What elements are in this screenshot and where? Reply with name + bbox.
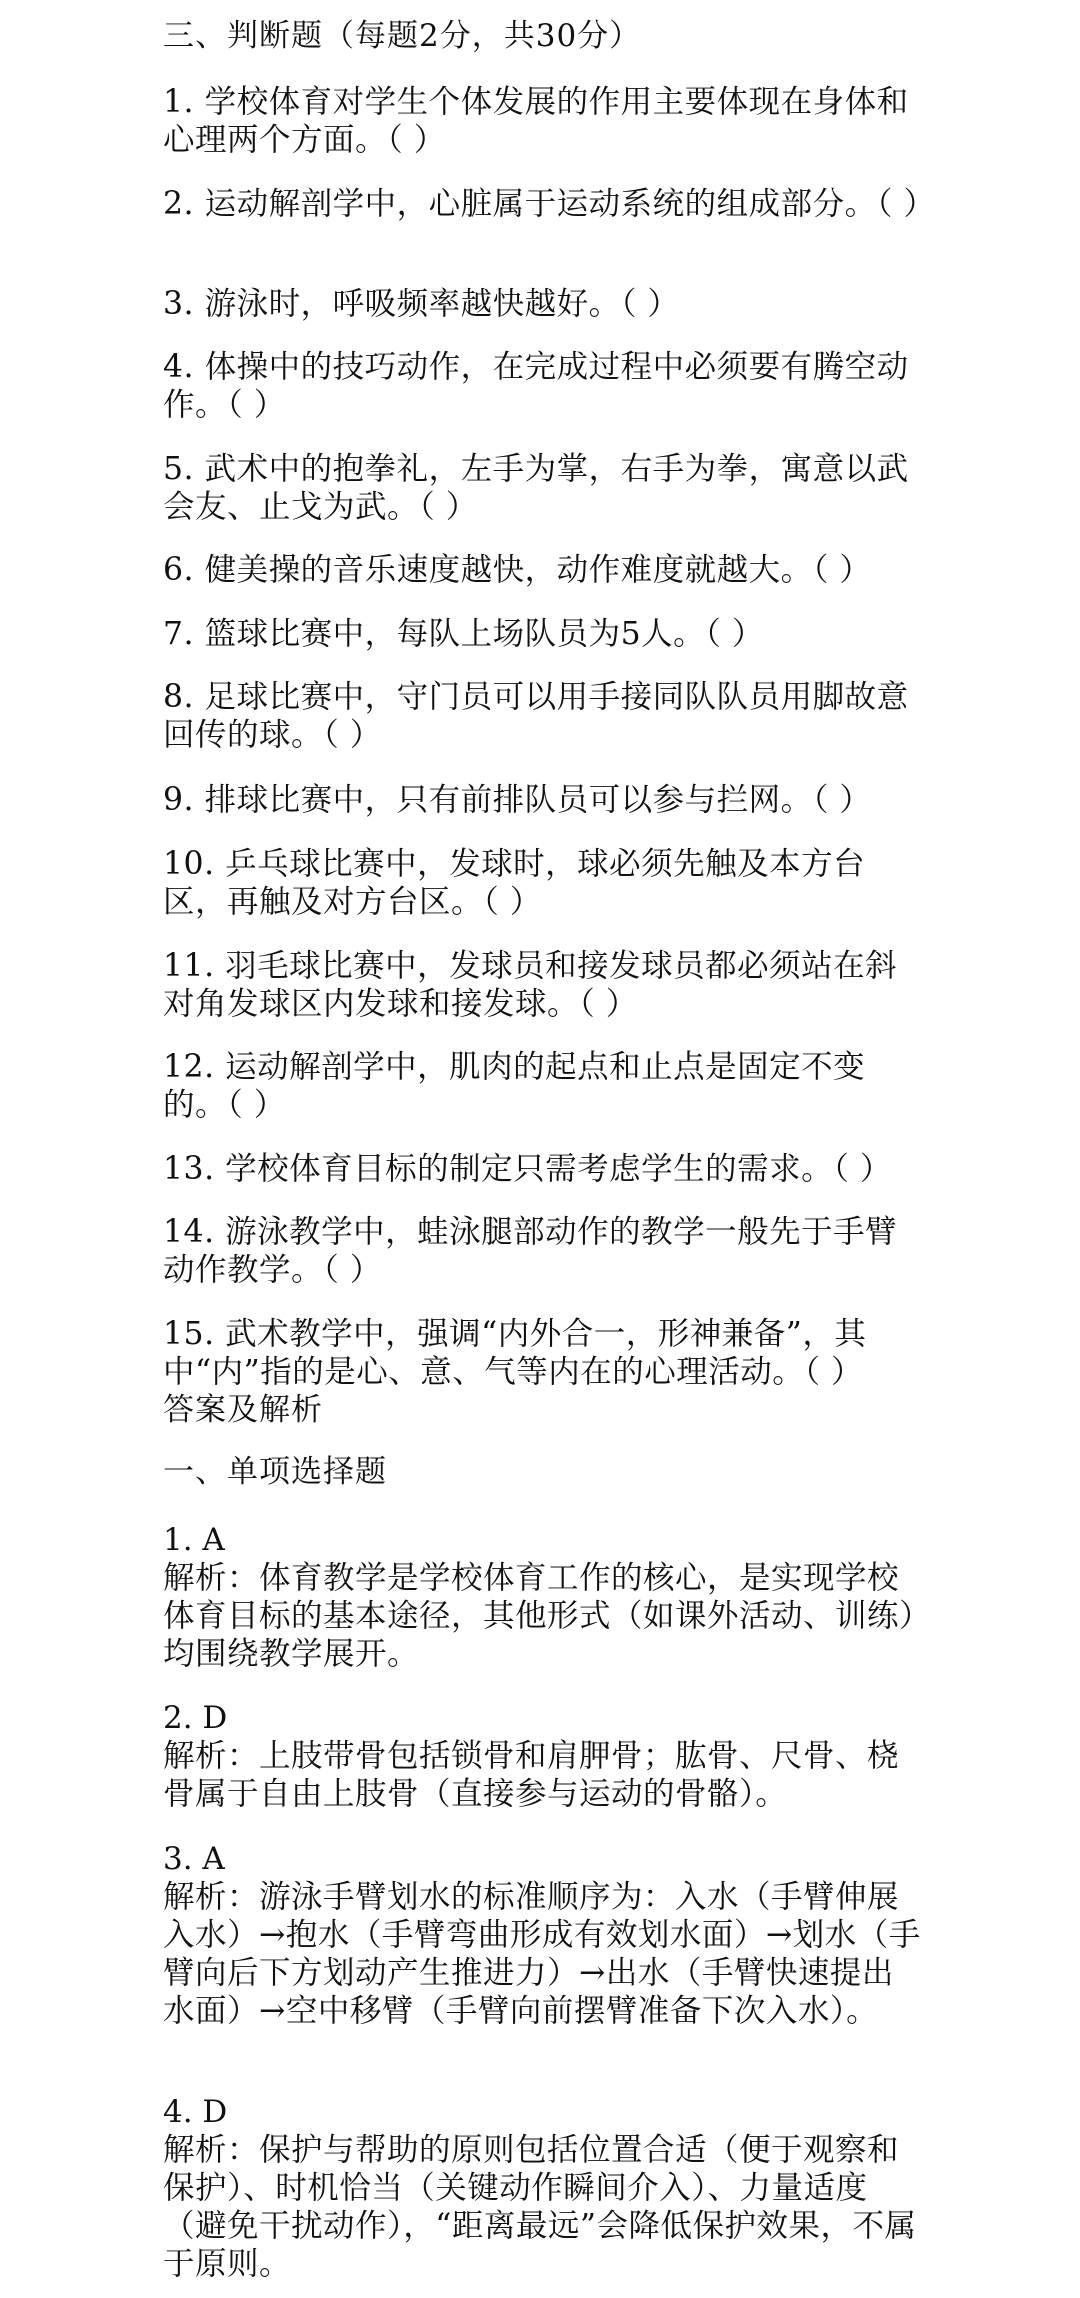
answer-4-number: 4. D [163, 2094, 228, 2130]
answer-2-number: 2. D [163, 1700, 228, 1736]
answer-4-explanation: 解析：保护与帮助的原则包括位置合适（便于观察和保护）、时机恰当（关键动作瞬间介入）、力量适度（避免干扰动作），“距离最远”会降低保护效果，不属于原则。 [163, 2132, 917, 2282]
judge-question-6: 6. 健美操的音乐速度越快，动作难度就越大。（ ） [163, 552, 872, 588]
judge-question-10: 10. 乒乓球比赛中，发球时，球必须先触及本方台区，再触及对方台区。（ ） [163, 846, 866, 920]
judge-question-15: 15. 武术教学中，强调“内外合一，形神兼备”，其中“内”指的是心、意、气等内在的心理活动。（ ） [163, 1316, 867, 1390]
judge-question-11: 11. 羽毛球比赛中，发球员和接发球员都必须站在斜对角发球区内发球和接发球。（ ） [163, 948, 898, 1022]
judge-question-9: 9. 排球比赛中，只有前排队员可以参与拦网。（ ） [163, 782, 872, 818]
answer-2-explanation: 解析：上肢带骨包括锁骨和肩胛骨；肱骨、尺骨、桡骨属于自由上肢骨（直接参与运动的骨骼）。 [163, 1738, 900, 1812]
answer-1-number: 1. A [163, 1522, 225, 1558]
judge-question-4: 4. 体操中的技巧动作，在完成过程中必须要有腾空动作。（ ） [163, 349, 909, 423]
judge-question-12: 12. 运动解剖学中，肌肉的起点和止点是固定不变的。（ ） [163, 1049, 866, 1123]
judge-question-14: 14. 游泳教学中，蛙泳腿部动作的教学一般先于手臂动作教学。（ ） [163, 1214, 898, 1288]
judge-question-2: 2. 运动解剖学中，心脏属于运动系统的组成部分。（ ） [163, 186, 936, 222]
judge-question-13: 13. 学校体育目标的制定只需考虑学生的需求。（ ） [163, 1151, 892, 1187]
answer-3-number: 3. A [163, 1841, 225, 1877]
judge-question-5: 5. 武术中的抱拳礼，左手为掌，右手为拳，寓意以武会友、止戈为武。（ ） [163, 451, 909, 525]
judge-question-7: 7. 篮球比赛中，每队上场队员为5人。（ ） [163, 616, 764, 652]
judge-question-8: 8. 足球比赛中，守门员可以用手接同队队员用脚故意回传的球。（ ） [163, 679, 909, 753]
single-choice-title: 一、单项选择题 [163, 1454, 387, 1490]
answer-1-explanation: 解析：体育教学是学校体育工作的核心，是实现学校体育目标的基本途径，其他形式（如课外活动、训练）均围绕教学展开。 [163, 1560, 916, 1672]
judge-question-3: 3. 游泳时，呼吸频率越快越好。（ ） [163, 286, 680, 322]
judge-section-title: 三、判断题（每题2分，共30分） [163, 18, 642, 54]
answers-heading: 答案及解析 [163, 1392, 323, 1428]
answer-3-explanation: 解析：游泳手臂划水的标准顺序为：入水（手臂伸展入水）→抱水（手臂弯曲形成有效划水面）→划水（手臂向后下方划动产生推进力）→出水（手臂快速提出水面）→空中移臂（手臂向前摆臂准备下次入水）。 [163, 1879, 921, 2029]
judge-question-1: 1. 学校体育对学生个体发展的作用主要体现在身体和心理两个方面。（ ） [163, 84, 909, 158]
